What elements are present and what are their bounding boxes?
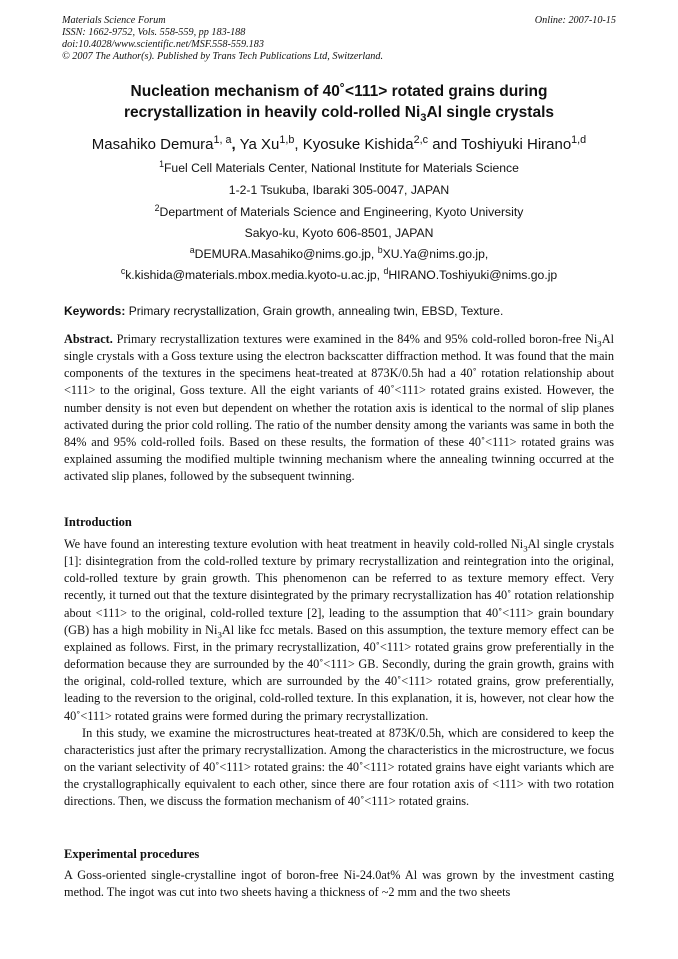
email-address[interactable]: k.kishida@materials.mbox.media.kyoto-u.ac.jp, [125,268,384,282]
intro-text: Al single crystals [1]: disintegration from the cold-rolled texture by primary recrystallization and reintegration into the original, cold-rolled texture by grain growth. This phenomenon can be referred to as texture memory effect. Very recently, it turned out that the texture disintegrated by the primary recrystallization has 40˚ rotation relationship about <111> to the original, cold-rolled texture [2], leading to the assumption that 40˚<111> grain boundary (GB) has a high mobility in Ni [64,537,614,637]
introduction-body [64,536,614,811]
author-separator: , [231,136,236,153]
intro-subscript: 3 [217,629,222,640]
affil-sup: 1 [159,158,164,169]
title-subscript: 3 [420,112,427,125]
affil-text: Department of Materials Science and Engineering, Kyoto University [159,205,524,219]
online-date: Online: 2007-10-15 [534,15,616,26]
author-name: Kyosuke Kishida [298,136,414,153]
email-address[interactable]: XU.Ya@nims.go.jp, [382,247,489,261]
affil-text: Fuel Cell Materials Center, National Institute for Materials Science [163,161,519,175]
email-address[interactable]: DEMURA.Masahiko@nims.go.jp, [194,247,378,261]
intro-text: Al like fcc metals. Based on this assumption, the texture memory effect can be explained as follows. First, in the primary recrystallization, 40˚<111> rotated grains grow preferentially in the deformation because they are surrounded by the 40˚<111> GB. Secondly, during the grain growth, grains with the original, cold-rolled texture, which are surrounded by the 40˚<111> rotated grains, grow preferentially, leading to the reversion to the original, cold-rolled texture. In this explanation, it is, however, not clear how the 40˚<111> rotated grains were formed during the primary recrystallization. [64,622,615,723]
abstract-text: Primary recrystallization textures were examined in the 84% and 95% cold-rolled boron-free Ni [112,332,598,346]
abstract-subscript: 3 [597,338,602,349]
journal-header [62,15,616,63]
keywords-label: Keywords: [64,304,126,318]
experimental-heading: Experimental procedures [64,847,200,861]
paper-title [40,81,638,123]
abstract-text: Al single crystals with a Goss texture using the electron backscatter diffraction method. It was found that the main components of the textures in the specimens heat-treated at 873K/0.5h had a 40˚ rotation relationship about <111> to the original, Goss texture. All the eight variants of 40˚<111> rotated grains existed. However, the number density is not even but dependent on whether the rotation axis is identical to the normal of slip planes activated during the prior cold rolling. The ratio of the number density among the variants was same in both the 84% and 95% cold-rolled foils. Based on these results, the formation of these 40˚<111> rotated grains was explained assuming the modified multiple twinning mechanism where the annealing twinning occurred at the activated slip planes, followed by the subsequent twinning. [64,332,614,484]
email-sup: c [120,265,126,276]
intro-subscript: 3 [523,543,528,554]
intro-paragraph-2: In this study, we examine the microstructures heat-treated at 873K/0.5h, which are considered to keep the characteristics just after the primary recrystallization. Among the characteristics in the microstructure, we focus on the variant selectivity of 40˚<111> rotated grains: the 40˚<111> rotated grains have eight variants which are the crystallographically equivalent to each other, since there are four rotation axis of <111> with two rotation directions. Then, we discuss the formation mechanism of 40˚<111> rotated grains. [64,725,614,809]
author-affil-sup: 1,b [279,134,295,146]
copyright-line: © 2007 The Author(s). Published by Trans Tech Publications Ltd, Switzerland. [62,51,384,62]
abstract-label: Abstract. [64,332,113,346]
author-list [30,135,648,155]
title-line-1: Nucleation mechanism of 40˚<111> rotated grains during [130,83,548,100]
email-line-1 [30,246,648,262]
affiliation-2-address: Sakyo-ku, Kyoto 606-8501, JAPAN [244,226,434,240]
title-line-2 [40,102,638,123]
keywords [64,303,624,319]
author-affil-sup: 1, a [213,134,232,146]
issn-line: ISSN: 1662-9752, Vols. 558-559, pp 183-188 [62,27,246,38]
author-affil-sup: 2,c [413,134,429,146]
experimental-paragraph-1: A Goss-oriented single-crystalline ingot of boron-free Ni-24.0at% Al was grown by the investment casting method. The ingot was cut into two sheets having a thickness of ~2 mm and the two sheets [64,868,614,900]
introduction-heading: Introduction [64,515,132,529]
author-separator: , [294,136,299,153]
affiliation-1-address: 1-2-1 Tsukuba, Ibaraki 305-0047, JAPAN [228,183,450,197]
title-text: recrystallization in heavily cold-rolled Ni [123,104,421,121]
intro-paragraph-1 [64,536,614,725]
title-text: Al single crystals [426,104,555,121]
author-affil-sup: 1,d [571,134,587,146]
email-sup: d [383,265,389,276]
intro-text: We have found an interesting texture evolution with heat treatment in heavily cold-rolled Ni [64,537,524,551]
email-address[interactable]: HIRANO.Toshiyuki@nims.go.jp [388,268,558,282]
keywords-text: Primary recrystallization, Grain growth, annealing twin, EBSD, Texture. [125,304,504,318]
author-name: Masahiko Demura [91,136,214,153]
doi-line[interactable]: doi:10.4028/www.scientific.net/MSF.558-559.183 [62,39,264,50]
email-sup: b [377,244,383,255]
email-line-2 [30,267,648,283]
author-name: Toshiyuki Hirano [461,136,572,153]
author-and: and [428,136,462,153]
affiliation-2 [30,204,648,220]
affiliation-1 [30,160,648,176]
author-name: Ya Xu [235,136,280,153]
abstract [64,331,614,485]
affil-sup: 2 [154,202,160,213]
journal-name: Materials Science Forum [62,15,166,26]
email-sup: a [189,244,195,255]
